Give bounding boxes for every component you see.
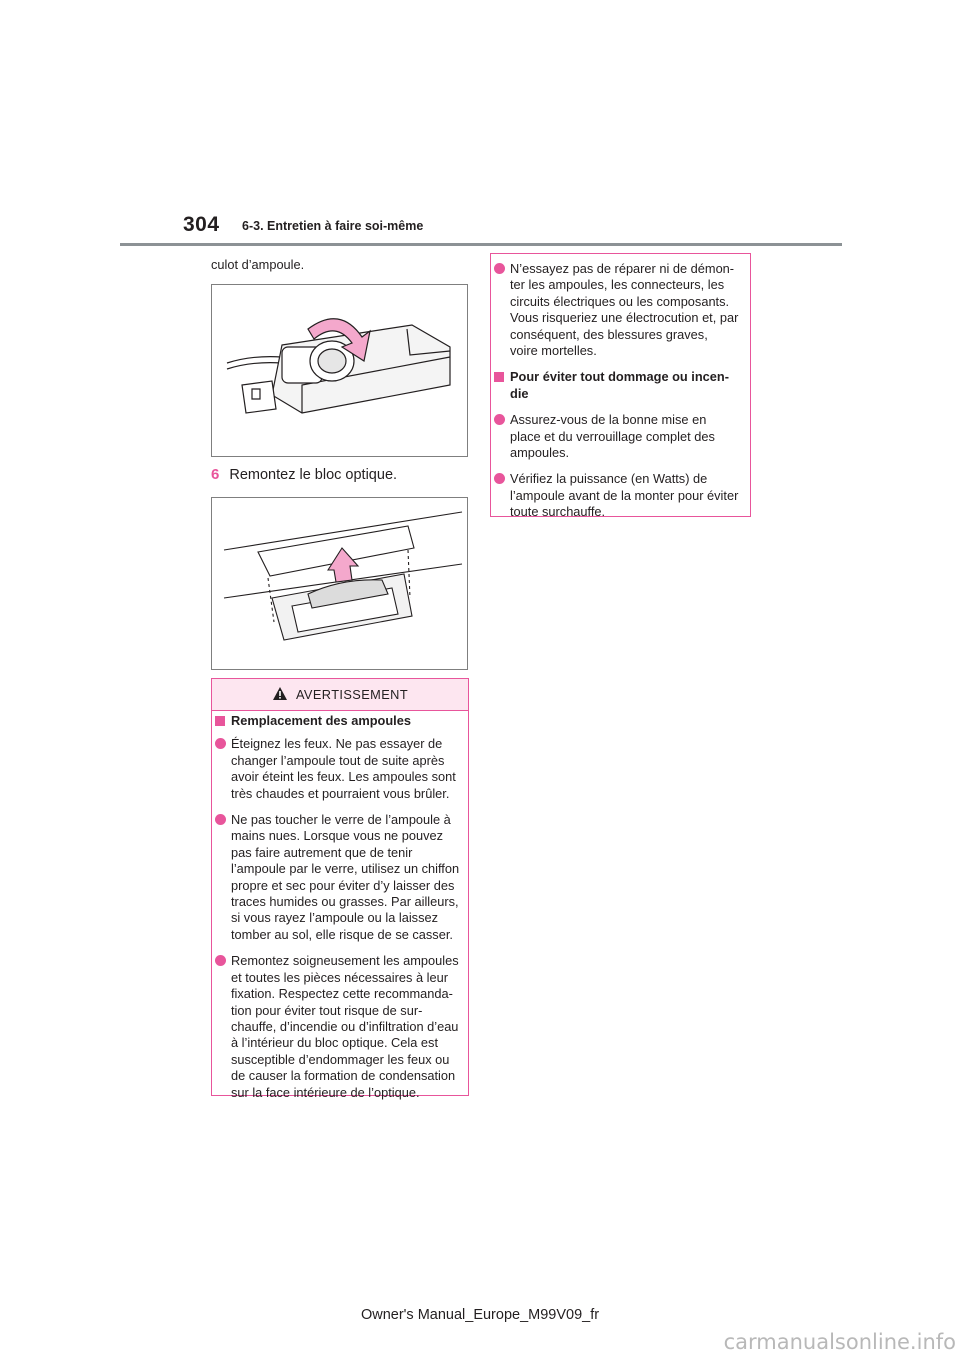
list-item: N’essayez pas de réparer ni de démon- ter les ampoules, les connecteurs, les circuits électriques ou les composants. Vous risqueriez une électrocution et, par conséquent, des blessures graves, voire mortelles. — [494, 261, 748, 359]
step-number: 6 — [211, 466, 220, 483]
warning-subheading: Remplacement des ampoules — [215, 713, 465, 729]
bullet-icon — [494, 263, 505, 274]
warning-header — [212, 679, 468, 711]
section-title: 6-3. Entretien à faire soi-même — [242, 219, 424, 233]
bullet-icon — [494, 414, 505, 425]
figure-bulb-removal — [211, 284, 468, 457]
warning-continuation-box — [490, 253, 751, 520]
right-subheading: Pour éviter tout dommage ou incen- die — [494, 369, 748, 402]
bullet-icon — [215, 955, 226, 966]
list-item: Remontez soigneusement les ampoules et toutes les pièces nécessaires à leur fixation. Respectez cette recommanda- tion pour éviter tout risque de sur- chauffe, d’incendie ou d’infiltration d’eau à l’intérieur du bloc optique. Cela est susceptible d’endommager les feux ou de causer la formation de condensation sur la face intérieure de l’optique. — [215, 953, 465, 1101]
list-item: Éteignez les feux. Ne pas essayer de changer l’ampoule tout de suite après avoir éteint les feux. Les ampoules sont très chaudes et pourraient vous brûler. — [215, 736, 465, 802]
square-bullet-icon — [215, 716, 225, 726]
continuation-text: culot d’ampoule. — [211, 257, 305, 272]
square-bullet-icon — [494, 372, 504, 382]
bullet-icon — [215, 814, 226, 825]
list-item: Ne pas toucher le verre de l’ampoule à mains nues. Lorsque vous ne pouvez pas faire autrement que de tenir l’ampoule par le verre, utilisez un chiffon propre et sec pour éviter d’y laisser des traces humides ou grasses. Par ailleurs, si vous rayez l’ampoule ou la laissez tomber au sol, elle risque de se casser. — [215, 812, 465, 943]
watermark: carmanualsonline.info — [723, 1330, 956, 1354]
bullet-icon — [494, 473, 505, 484]
lamp-reinstall-illustration — [212, 498, 467, 669]
footer-manual-name: Owner's Manual_Europe_M99V09_fr — [360, 1307, 600, 1323]
header-rule — [120, 243, 842, 246]
warning-title: AVERTISSEMENT — [295, 687, 409, 702]
list-item: Assurez-vous de la bonne mise en place et du verrouillage complet des ampoules. — [494, 412, 748, 461]
bullet-icon — [215, 738, 226, 749]
page-number: 304 — [183, 213, 220, 236]
step-text: Remontez le bloc optique. — [229, 467, 398, 483]
figure-reinstall-lamp — [211, 497, 468, 670]
bulb-socket-illustration — [212, 285, 467, 456]
list-item: Vérifiez la puissance (en Watts) de l’ampoule avant de la monter pour éviter toute surchauffe. — [494, 471, 748, 520]
warning-triangle-icon — [272, 686, 288, 701]
step-6 — [211, 466, 397, 483]
warning-box — [211, 678, 469, 1100]
